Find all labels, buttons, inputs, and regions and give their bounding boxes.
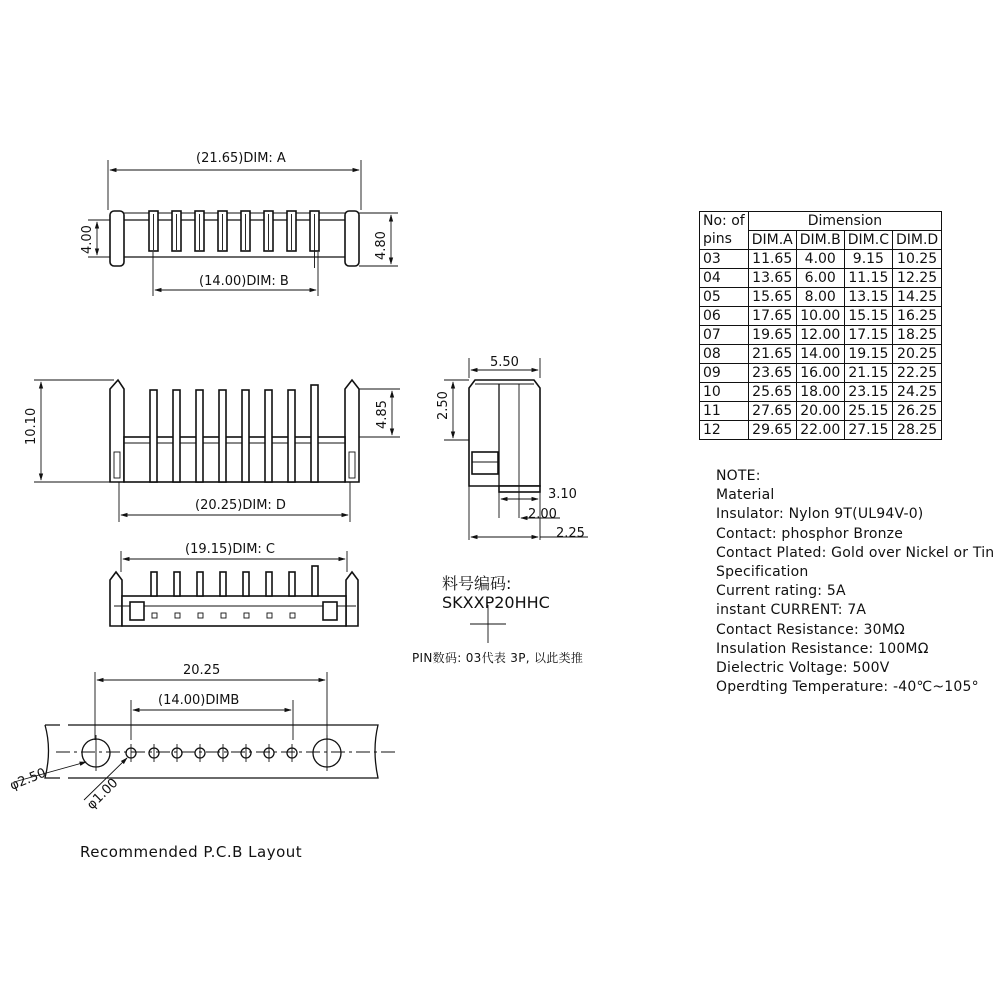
pcb-layout-caption: Recommended P.C.B Layout: [80, 843, 303, 861]
table-row: [700, 421, 942, 440]
col-dim-b: DIM.B: [796, 231, 844, 250]
dimension-cell: 11.15: [844, 269, 892, 288]
pins-header-line1: No: of: [703, 213, 745, 229]
dimension-cell: 11.65: [748, 250, 796, 269]
dimension-cell: 16.00: [796, 364, 844, 383]
pcb-pitch-label: (14.00)DIMB: [158, 693, 240, 708]
pin-count-cell: 07: [700, 326, 749, 345]
pin-count-cell: 11: [700, 402, 749, 421]
dimension-cell: 25.15: [844, 402, 892, 421]
dimension-cell: 13.65: [748, 269, 796, 288]
table-row: [700, 250, 942, 269]
dimension-table: [699, 211, 942, 440]
instant-current-spec: instant CURRENT: 7A: [716, 602, 867, 619]
dimension-cell: 23.65: [748, 364, 796, 383]
height-right-label: 4.80: [374, 231, 389, 260]
pin-count-cell: 10: [700, 383, 749, 402]
part-number-block: [442, 574, 550, 612]
pin-height-label: 4.85: [375, 400, 390, 429]
dimension-cell: 12.25: [892, 269, 941, 288]
insulation-resistance-spec: Insulation Resistance: 100MΩ: [716, 640, 929, 657]
pin-count-cell: 06: [700, 307, 749, 326]
part-number-code: SKXXP20HHC: [442, 593, 550, 612]
side-top-label: 2.50: [436, 391, 451, 420]
pin-count-cell: 05: [700, 288, 749, 307]
dim-225-label: 2.25: [556, 526, 585, 541]
current-rating-spec: Current rating: 5A: [716, 583, 846, 600]
material-heading: Material: [716, 487, 775, 504]
pin-count-cell: 09: [700, 364, 749, 383]
part-number-title: 料号编码:: [442, 574, 512, 593]
pin-count-cell: 03: [700, 250, 749, 269]
dimension-cell: 10.00: [796, 307, 844, 326]
dim-310-label: 3.10: [548, 487, 577, 502]
dimension-cell: 12.00: [796, 326, 844, 345]
contact-spec: Contact: phosphor Bronze: [716, 525, 904, 542]
dimension-cell: 17.65: [748, 307, 796, 326]
dielectric-voltage-spec: Dielectric Voltage: 500V: [716, 660, 890, 677]
col-dim-c: DIM.C: [844, 231, 892, 250]
dimension-cell: 27.15: [844, 421, 892, 440]
bottom-view-pins: [151, 566, 318, 596]
dimension-cell: 15.15: [844, 307, 892, 326]
table-header-row: [700, 212, 942, 231]
dimension-cell: 20.00: [796, 402, 844, 421]
dimension-cell: 21.65: [748, 345, 796, 364]
front-height-label: 10.10: [24, 407, 39, 445]
dim-d-label: (20.25)DIM: D: [195, 498, 286, 513]
dimension-cell: 15.65: [748, 288, 796, 307]
bottom-view: [110, 542, 358, 626]
dimension-cell: 22.00: [796, 421, 844, 440]
dimension-cell: 22.25: [892, 364, 941, 383]
dimension-group-header: Dimension: [748, 212, 942, 231]
dimension-cell: 8.00: [796, 288, 844, 307]
table-row: [700, 269, 942, 288]
pcb-small-holes: [126, 744, 297, 762]
insulator-spec: Insulator: Nylon 9T(UL94V-0): [716, 506, 924, 523]
pin-count-cell: 04: [700, 269, 749, 288]
table-row: [700, 402, 942, 421]
dimension-cell: 6.00: [796, 269, 844, 288]
dimension-cell: 19.65: [748, 326, 796, 345]
pins-header-line2: pins: [703, 231, 732, 247]
big-hole-label: φ2.50: [7, 765, 49, 794]
dim-c-label: (19.15)DIM: C: [185, 542, 276, 557]
dim-b-label: (14.00)DIM: B: [199, 274, 289, 289]
front-view: [24, 380, 400, 522]
pins-header: [700, 212, 749, 250]
pin-count-cell: 12: [700, 421, 749, 440]
dimension-cell: 18.25: [892, 326, 941, 345]
notes-block: [716, 467, 994, 697]
top-view: [80, 151, 398, 296]
dimension-cell: 21.15: [844, 364, 892, 383]
dimension-cell: 29.65: [748, 421, 796, 440]
note-heading: NOTE:: [716, 468, 761, 484]
dimension-cell: 25.65: [748, 383, 796, 402]
dimension-cell: 16.25: [892, 307, 941, 326]
pcb-layout: [8, 663, 395, 813]
specification-heading: Specification: [716, 564, 809, 581]
side-width-label: 5.50: [490, 355, 519, 370]
dimension-cell: 28.25: [892, 421, 941, 440]
dimension-cell: 14.00: [796, 345, 844, 364]
height-left-label: 4.00: [80, 225, 95, 254]
dimension-cell: 10.25: [892, 250, 941, 269]
dimension-cell: 9.15: [844, 250, 892, 269]
dimension-cell: 4.00: [796, 250, 844, 269]
table-row: [700, 288, 942, 307]
dim-200-label: 2.00: [528, 507, 557, 522]
table-row: [700, 383, 942, 402]
pcb-overall-label: 20.25: [183, 663, 221, 678]
table-row: [700, 364, 942, 383]
dimension-cell: 27.65: [748, 402, 796, 421]
contact-plated-spec: Contact Plated: Gold over Nickel or Tin: [716, 544, 995, 561]
dimension-cell: 20.25: [892, 345, 941, 364]
dimension-cell: 17.15: [844, 326, 892, 345]
side-view: [436, 355, 588, 541]
dimension-cell: 13.15: [844, 288, 892, 307]
dimension-cell: 14.25: [892, 288, 941, 307]
pin-note: PIN数码: 03代表 3P, 以此类推: [412, 651, 584, 665]
dimension-cell: 26.25: [892, 402, 941, 421]
dimension-cell: 24.25: [892, 383, 941, 402]
dimension-cell: 19.15: [844, 345, 892, 364]
dimension-cell: 23.15: [844, 383, 892, 402]
table-row: [700, 326, 942, 345]
contact-resistance-spec: Contact Resistance: 30MΩ: [716, 621, 905, 638]
pin-count-cell: 08: [700, 345, 749, 364]
col-dim-d: DIM.D: [892, 231, 941, 250]
dim-a-label: (21.65)DIM: A: [196, 151, 286, 166]
table-row: [700, 345, 942, 364]
table-row: [700, 307, 942, 326]
dimension-cell: 18.00: [796, 383, 844, 402]
col-dim-a: DIM.A: [748, 231, 796, 250]
small-hole-label: φ1.00: [84, 775, 122, 813]
operating-temperature-spec: Operdting Temperature: -40℃~105°: [716, 679, 979, 696]
